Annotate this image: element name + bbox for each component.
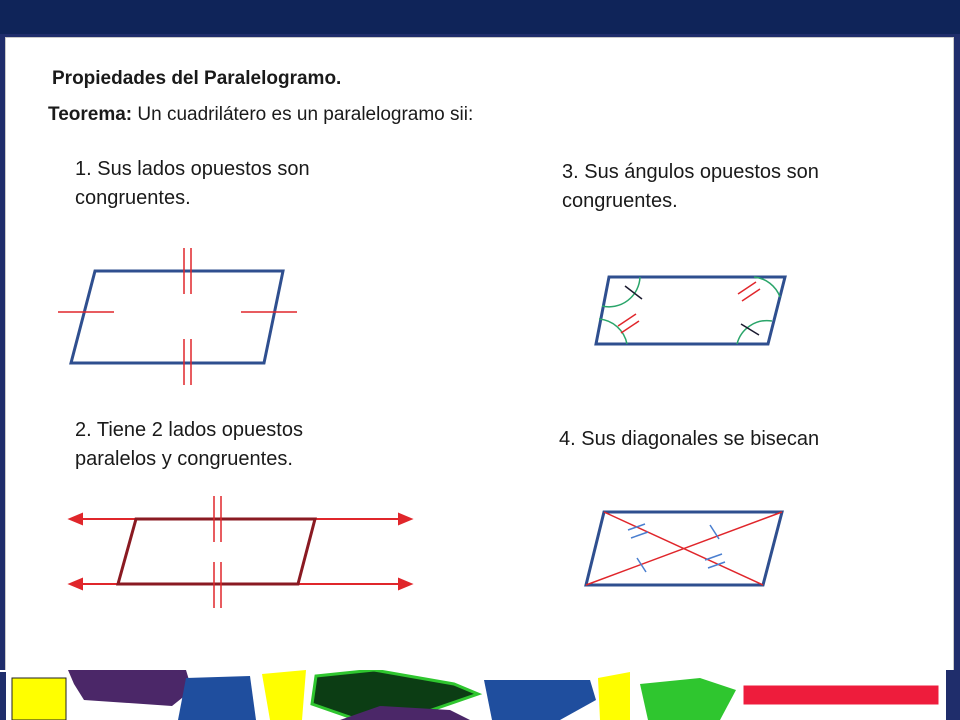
decorative-bottom-band — [0, 670, 960, 720]
property-2: 2. Tiene 2 lados opuestos paralelos y congruentes. — [75, 419, 303, 470]
slide — [5, 37, 954, 672]
property-4: 4. Sus diagonales se bisecan — [559, 428, 820, 450]
theorem-label: Teorema: — [48, 104, 133, 125]
bisection-marks — [628, 524, 725, 572]
property-1: 1. Sus lados opuestos son congruentes. — [75, 158, 310, 209]
diagonals — [586, 512, 782, 585]
theorem-text: Un cuadrilátero es un paralelogramo sii: — [132, 104, 474, 125]
property-3: 3. Sus ángulos opuestos son congruentes. — [562, 161, 819, 212]
slide-title: Propiedades del Paralelogramo. — [52, 68, 342, 89]
figure-diagonals-bisect — [6, 38, 953, 671]
top-frame-bar — [0, 0, 960, 34]
